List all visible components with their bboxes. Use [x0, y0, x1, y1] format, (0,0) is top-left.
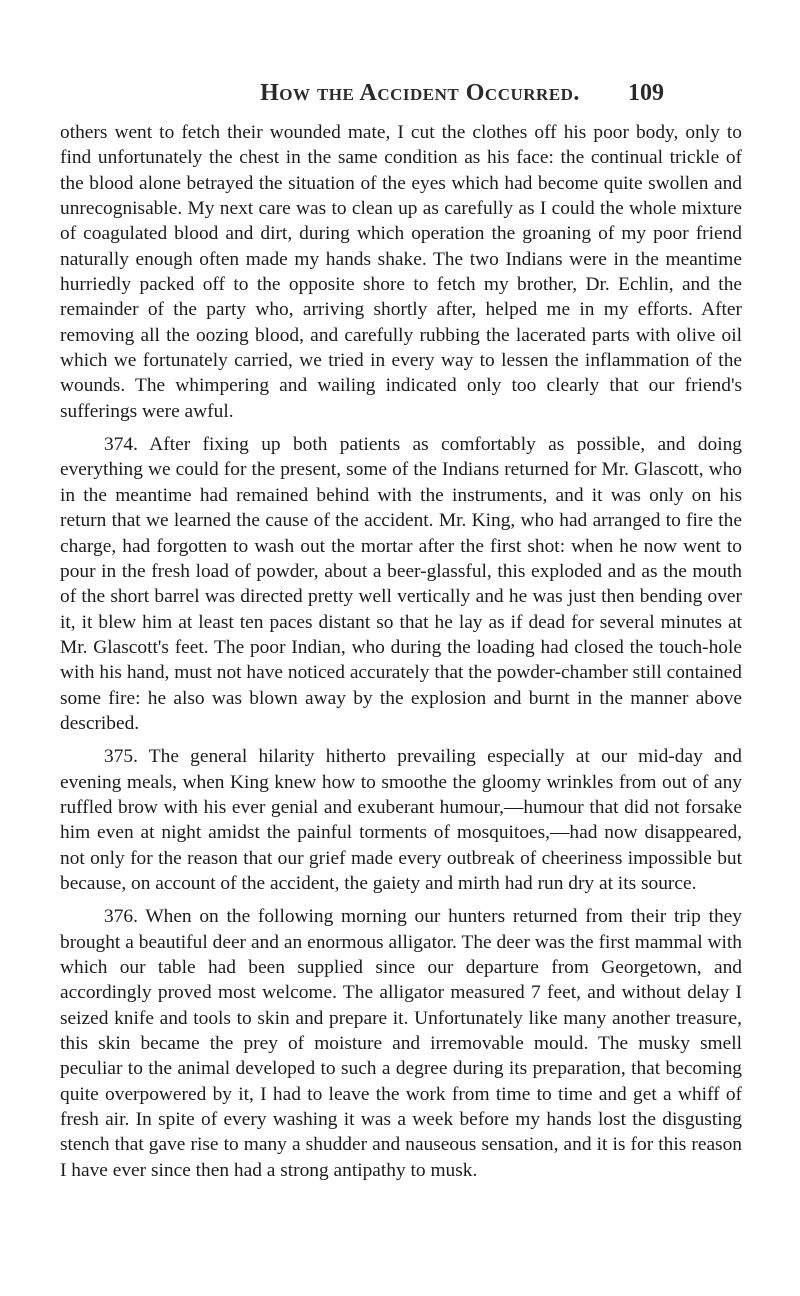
paragraph-continued: others went to fetch their wounded mate, I cut the clothes off his poor body, only to find unfortunately the chest in the same condition as his face: the continual trickle of the blood alone betrayed the situation of the eyes which had become quite swollen and unrecognisable. My next care was to clean up as carefully as I could the whole mixture of coagulated blood and dirt, during which operation the groaning of my poor friend naturally enough often made my hands shake. The two Indians were in the meantime hurriedly packed off to the opposite shore to fetch my brother, Dr. Echlin, and the remainder of the party who, arriving shortly after, helped me in my efforts. After removing all the oozing blood, and carefully rubbing the lacerated parts with olive oil which we fortunately carried, we tried in every way to lessen the inflammation of the wounds. The whimpering and wailing indicated only too clearly that our friend's sufferings were awful. — [60, 122, 742, 422]
paragraph-376: 376. When on the following morning our hunters returned from their trip they brought a beautiful deer and an enormous alligator. The deer was the first mammal with which our table had been supplied since our departure from Georgetown, and accordingly proved most welcome. The alligator measured 7 feet, and without delay I seized knife and tools to skin and prepare it. Unfortunately like many another treasure, this skin became the prey of moisture and irremovable mould. The musky smell peculiar to the animal developed to such a degree during its preparation, that becoming quite overpowered by it, I had to leave the work from time to time and get a whiff of fresh air. In spite of every washing it was a week before my hands lost the disgusting stench that gave rise to many a shudder and nauseous sensation, and it is for this reason I have ever since then had a strong antipathy to musk. — [60, 906, 742, 1181]
page-number: 109 — [628, 80, 664, 106]
paragraph-375: 375. The general hilarity hitherto prevailing especially at our mid-day and evening meals, when King knew how to smoothe the gloomy wrinkles from out of any ruffled brow with his ever genial and exuberant humour,—humour that did not forsake him even at night amidst the painful torments of mosquitoes,—had now disappeared, not only for the reason that our grief made every outbreak of cheeriness impossible but because, on account of the accident, the gaiety and mirth had run dry at its source. — [60, 746, 742, 894]
paragraph-374: 374. After fixing up both patients as comfortably as possible, and doing everything we could for the present, some of the Indians returned for Mr. Glascott, who in the meantime had remained behind with the instruments, and it was only on his return that we learned the cause of the accident. Mr. King, who had arranged to fire the charge, had forgotten to wash out the mortar after the first shot: when he now went to pour in the fresh load of powder, about a beer-glassful, this exploded and as the mouth of the short barrel was directed pretty well vertically and he was just then bending over it, it blew him at least ten paces distant so that he lay as if dead for several minutes at Mr. Glascott's feet. The poor Indian, who during the loading had closed the touch-hole with his hand, must not have noticed accurately that the powder-chamber still contained some fire: he also was blown away by the explosion and burnt in the manner above described. — [60, 434, 742, 734]
running-head: How the Accident Occurred. — [260, 80, 580, 106]
body-text — [60, 120, 742, 1183]
